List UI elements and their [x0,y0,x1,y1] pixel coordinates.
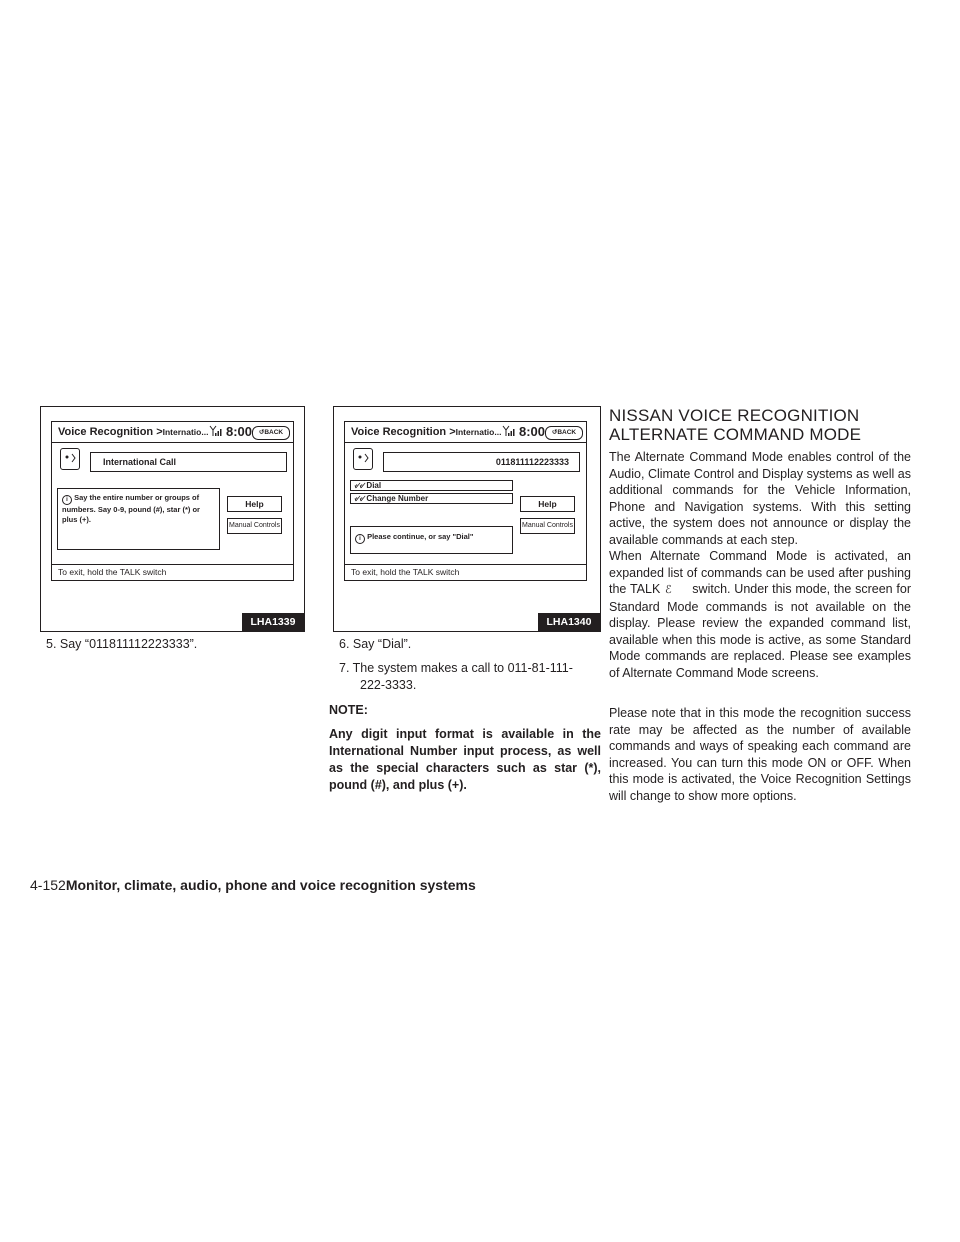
header-title: Voice Recognition > [351,426,456,438]
paragraph-2 [609,548,911,681]
paragraph-2-part2: switch. Under this mode, the screen for Standard Mode commands is not available on the display. Please review the expanded command list, available when this mode is active, as some Standard Mode commands are replaced. Please see examples of Alternate Command Mode screens. [609,582,911,680]
voice-command-icon: ୰୰ [354,494,365,503]
voice-command-icon: ୰୰ [354,481,365,490]
dialed-number: 011811112223333 [495,457,569,467]
info-box [57,488,220,550]
help-button[interactable] [227,496,282,512]
info-icon: i [62,495,72,505]
step-5: 5. Say “011811112223333”. [46,637,198,651]
header-subtitle: Internatio... [455,427,502,437]
option-dial[interactable] [350,480,513,491]
step-6: 6. Say “Dial”. [339,637,412,651]
field-text: International Call [103,457,177,467]
figure-label: LHA1339 [242,613,304,631]
note-body: Any digit input format is available in the International Number input process, as well as the special characters such as star (*), pound (#), and plus (+). [329,727,601,792]
back-arrow-icon: ↺ [258,429,265,436]
clock: 8:00 [225,424,252,439]
header-title: Voice Recognition > [58,426,163,438]
speaker-head-icon [60,448,80,470]
clock: 8:00 [518,424,545,439]
paragraph-2-part1: When Alternate Command Mode is activated, an expanded list of commands can be used after pushing the TALK [609,549,911,596]
manual-controls-button[interactable] [520,518,575,534]
page-number: 4-152 [30,877,66,893]
manual-controls-button[interactable] [227,518,282,534]
info-text: Please continue, or say "Dial" [367,532,474,541]
back-label: BACK [264,429,284,436]
figure-label: LHA1340 [538,613,600,631]
option-dial-label: Dial [366,481,382,490]
figure-lha1340 [333,406,601,632]
section-title-line1: NISSAN VOICE RECOGNITION [609,406,860,425]
speaker-head-icon [353,448,373,470]
signal-icon [209,425,223,437]
help-button[interactable] [520,496,575,512]
help-label: Help [245,499,264,509]
info-box [350,526,513,554]
vr-screen [51,421,294,581]
section-title-line2: ALTERNATE COMMAND MODE [609,425,862,444]
section-title [609,406,861,444]
header-subtitle: Internatio... [162,427,209,437]
option-change-number[interactable] [350,493,513,504]
manual-controls-label: Manual Controls [229,522,280,529]
input-field [90,452,287,472]
number-field [383,452,580,472]
manual-controls-label: Manual Controls [522,522,573,529]
back-button[interactable] [545,426,583,440]
step-7 [339,660,601,694]
figure-lha1339 [40,406,305,632]
paragraph-3: Please note that in this mode the recognition success rate may be affected as the number of available commands and ways of speaking each command are increased. You can turn this mode ON or OFF. When this mode is activated, the Voice Recognition Settings will change to show more options. [609,706,911,803]
footer-title: Monitor, climate, audio, phone and voice recognition systems [65,877,476,893]
vr-screen [344,421,587,581]
screen-header [345,422,586,443]
back-label: BACK [557,429,577,436]
screen-header [52,422,293,443]
screen-footer: To exit, hold the TALK switch [52,564,293,580]
info-text: Say the entire number or groups of numbers. Say 0-9, pound (#), star (*) or plus (+). [62,493,200,524]
screen-footer: To exit, hold the TALK switch [345,564,586,580]
signal-icon [502,425,516,437]
info-icon: i [355,534,365,544]
option-change-number-label: Change Number [366,494,429,503]
step-7-line1: 7. The system makes a call to 011-81-111- [339,661,573,675]
help-label: Help [538,499,557,509]
back-arrow-icon: ↺ [551,429,558,436]
note-heading: NOTE: [329,703,368,717]
page-footer [30,877,476,893]
back-button[interactable] [252,426,290,440]
talk-switch-icon: ℰ [664,584,672,596]
step-7-line2: 222-3333. [360,678,417,692]
paragraph-1: The Alternate Command Mode enables control of the Audio, Climate Control and Display systems as well as additional commands for the Vehicle Information, Phone and Navigation systems. With this setting active, the system does not announce or display the available commands at each step. [609,450,911,547]
